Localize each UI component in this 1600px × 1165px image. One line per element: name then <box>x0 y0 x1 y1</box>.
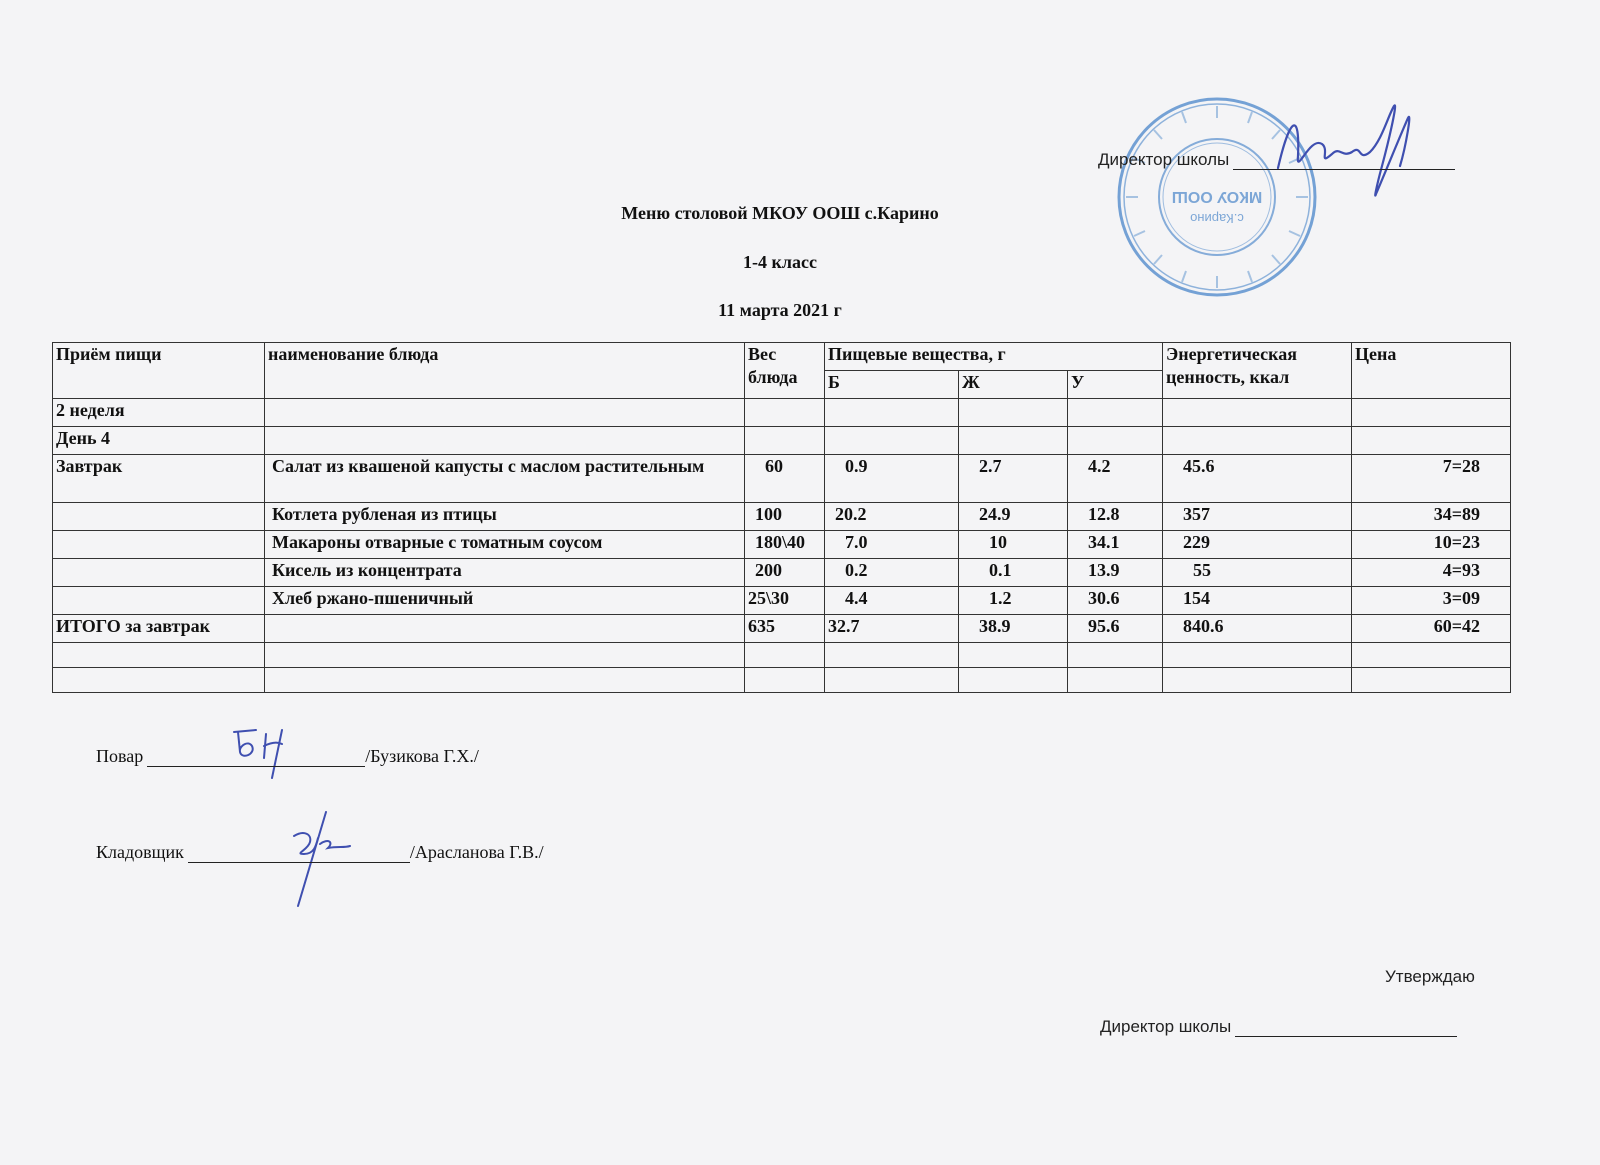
dish-name: Макароны отварные с томатным соусом <box>265 531 745 559</box>
grade-label: 1-4 класс <box>743 252 817 272</box>
cook-name: /Бузикова Г.Х./ <box>365 746 479 766</box>
total-row <box>53 615 1511 643</box>
director-label: Директор школы <box>1100 1017 1232 1036</box>
dish-price: 3=09 <box>1352 587 1511 615</box>
col-meal-header: Приём пищи <box>53 343 265 399</box>
dish-name: Котлета рубленая из птицы <box>265 503 745 531</box>
page-title: Меню столовой МКОУ ООШ с.Карино <box>621 203 939 223</box>
week-label: 2 неделя <box>53 399 265 427</box>
day-row <box>53 427 1511 455</box>
day-label: День 4 <box>53 427 265 455</box>
director-label: Директор школы <box>1098 150 1230 169</box>
approve-label: Утверждаю <box>1385 967 1475 986</box>
table-row <box>53 587 1511 615</box>
dish-price: 34=89 <box>1352 503 1511 531</box>
table-row <box>53 531 1511 559</box>
week-row <box>53 399 1511 427</box>
dish-protein: 7.0 <box>825 531 959 559</box>
keeper-signature-block <box>96 842 544 863</box>
keeper-name: /Арасланова Г.В./ <box>409 842 544 862</box>
dish-protein: 4.4 <box>825 587 959 615</box>
dish-name: Хлеб ржано-пшеничный <box>265 587 745 615</box>
col-fat-header: Ж <box>959 371 1068 399</box>
dish-carbs: 13.9 <box>1068 559 1163 587</box>
dish-weight: 100 <box>745 503 825 531</box>
dish-name: Кисель из концентрата <box>265 559 745 587</box>
dish-price: 10=23 <box>1352 531 1511 559</box>
table-row <box>53 503 1511 531</box>
date-label: 11 марта 2021 г <box>718 300 842 320</box>
col-nutrients-header: Пищевые вещества, г <box>825 343 1163 371</box>
energy-header-line1: Энергетическая <box>1166 344 1297 364</box>
director-approval-bottom <box>1100 1017 1457 1037</box>
dish-energy: 357 <box>1163 503 1352 531</box>
dish-carbs: 30.6 <box>1068 587 1163 615</box>
total-protein: 32.7 <box>825 615 959 643</box>
director-approval-top <box>1098 150 1455 170</box>
menu-table <box>52 342 1511 693</box>
total-label: ИТОГО за завтрак <box>53 615 265 643</box>
dish-carbs: 4.2 <box>1068 455 1163 503</box>
dish-price: 4=93 <box>1352 559 1511 587</box>
col-carbs-header: У <box>1068 371 1163 399</box>
dish-weight: 25\30 <box>745 587 825 615</box>
col-energy-header <box>1163 343 1352 399</box>
keeper-label: Кладовщик <box>96 842 184 862</box>
dish-price: 7=28 <box>1352 455 1511 503</box>
energy-header-line2: ценность, ккал <box>1166 367 1290 387</box>
dish-fat: 24.9 <box>959 503 1068 531</box>
svg-text:МКОУ ООШ: МКОУ ООШ <box>1171 188 1263 205</box>
col-price-header: Цена <box>1352 343 1511 399</box>
dish-fat: 2.7 <box>959 455 1068 503</box>
dish-weight: 200 <box>745 559 825 587</box>
col-weight-header <box>745 343 825 399</box>
cook-label: Повар <box>96 746 144 766</box>
meal-label: Завтрак <box>53 455 265 503</box>
dish-protein: 20.2 <box>825 503 959 531</box>
table-header-row <box>53 343 1511 371</box>
total-fat: 38.9 <box>959 615 1068 643</box>
dish-carbs: 34.1 <box>1068 531 1163 559</box>
svg-text:с.Карино: с.Карино <box>1190 211 1244 226</box>
total-price: 60=42 <box>1352 615 1511 643</box>
weight-header-line1: Вес <box>748 344 777 364</box>
dish-fat: 0.1 <box>959 559 1068 587</box>
col-protein-header: Б <box>825 371 959 399</box>
empty-row <box>53 643 1511 668</box>
dish-name: Салат из квашеной капусты с маслом растительным <box>265 455 745 503</box>
dish-protein: 0.9 <box>825 455 959 503</box>
col-dish-header: наименование блюда <box>265 343 745 399</box>
dish-protein: 0.2 <box>825 559 959 587</box>
empty-row <box>53 668 1511 693</box>
table-row <box>53 455 1511 503</box>
dish-weight: 180\40 <box>745 531 825 559</box>
dish-weight: 60 <box>745 455 825 503</box>
dish-carbs: 12.8 <box>1068 503 1163 531</box>
dish-energy: 229 <box>1163 531 1352 559</box>
dish-energy: 55 <box>1163 559 1352 587</box>
total-energy: 840.6 <box>1163 615 1352 643</box>
keeper-signature-line <box>188 862 410 863</box>
table-row <box>53 559 1511 587</box>
dish-fat: 10 <box>959 531 1068 559</box>
total-weight: 635 <box>745 615 825 643</box>
dish-energy: 154 <box>1163 587 1352 615</box>
dish-fat: 1.2 <box>959 587 1068 615</box>
weight-header-line2: блюда <box>748 367 798 387</box>
total-carbs: 95.6 <box>1068 615 1163 643</box>
director-signature-line <box>1235 1036 1457 1037</box>
cook-signature-line <box>147 766 365 767</box>
cook-signature-block <box>96 746 479 767</box>
director-signature-line <box>1233 169 1455 170</box>
dish-energy: 45.6 <box>1163 455 1352 503</box>
